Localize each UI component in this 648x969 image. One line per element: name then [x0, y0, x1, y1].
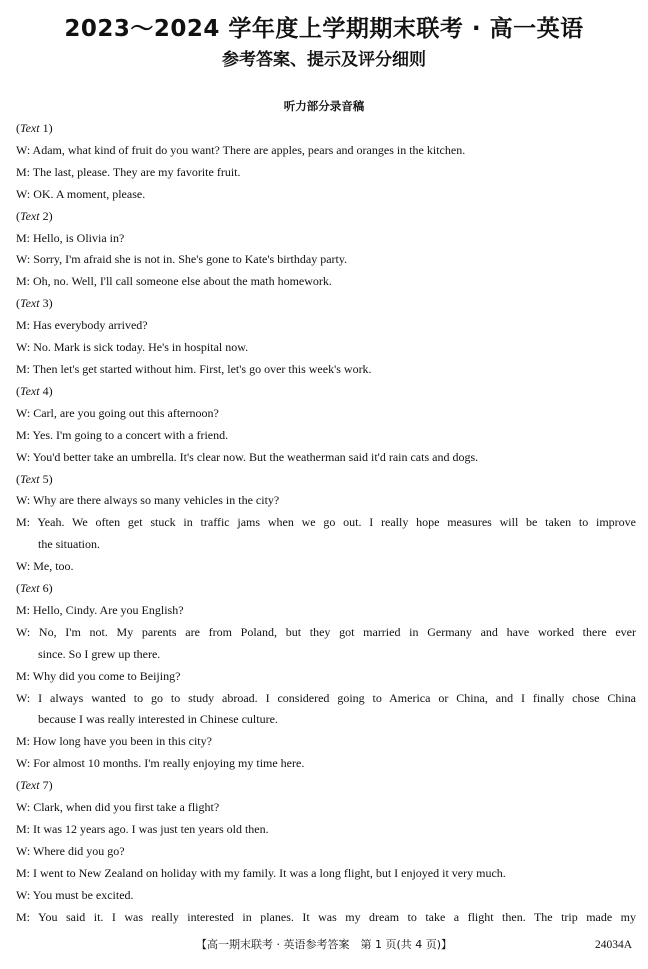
dialogue-line: W: Adam, what kind of fruit do you want? There are apples, pears and oranges in the kitchen.: [16, 142, 466, 157]
text-header: (Text 1): [16, 121, 53, 135]
dialogue-line: M: How long have you been in this city?: [16, 734, 212, 749]
dialogue-line-continued: because I was really interested in Chinese culture.: [38, 712, 278, 727]
dialogue-line: W: Carl, are you going out this afternoon?: [16, 405, 219, 420]
dialogue-line: M: Why did you come to Beijing?: [16, 668, 181, 683]
dialogue-line: M: Then let's get started without him. First, let's go over this week's work.: [16, 361, 372, 376]
dialogue-line: M: I went to New Zealand on holiday with my family. It was a long flight, but I enjoyed it very much.: [16, 865, 506, 880]
dialogue-line: M: Oh, no. Well, I'll call someone else about the math homework.: [16, 274, 332, 289]
dialogue-line: W: Clark, when did you first take a flight?: [16, 800, 220, 815]
dialogue-line-continued: since. So I grew up there.: [38, 646, 161, 661]
dialogue-line: W: Where did you go?: [16, 843, 125, 858]
footer-page-info: 【高一期末联考 · 英语参考答案 第 1 页(共 4 页)】: [195, 938, 453, 951]
page-title: 2023～2024 学年度上学期期末联考 · 高一英语: [64, 16, 584, 42]
text-header: (Text 5): [16, 471, 53, 486]
dialogue-line: M: Yeah. We often get stuck in traffic jams when we go out. I really hope measures will be taken to improve: [16, 515, 636, 530]
dialogue-line: M: You said it. I was really interested in planes. It was my dream to take a flight then. The trip made my: [16, 909, 636, 924]
dialogue-line-continued: the situation.: [38, 537, 100, 552]
dialogue-line: W: Why are there always so many vehicles in the city?: [16, 493, 280, 508]
text-header: (Text 3): [16, 296, 53, 311]
page-footer: [0, 936, 648, 954]
dialogue-line: W: Me, too.: [16, 559, 74, 574]
dialogue-line: W: I always wanted to go to study abroad. I considered going to America or China, and I finally chose China: [16, 690, 636, 705]
dialogue-line: W: OK. A moment, please.: [16, 186, 146, 201]
text-header: (Text 6): [16, 581, 53, 596]
text-header: (Text 7): [16, 778, 53, 793]
dialogue-line: W: No, I'm not. My parents are from Poland, but they got married in Germany and have worked there ever: [16, 624, 636, 639]
dialogue-line: W: For almost 10 months. I'm really enjoying my time here.: [16, 756, 305, 771]
dialogue-line: M: Yes. I'm going to a concert with a friend.: [16, 427, 229, 442]
dialogue-line: M: Hello, Cindy. Are you English?: [16, 602, 184, 617]
dialogue-line: W: No. Mark is sick today. He's in hospital now.: [16, 340, 249, 355]
dialogue-line: W: You'd better take an umbrella. It's clear now. But the weatherman said it'd rain cats and dogs.: [16, 449, 479, 464]
dialogue-line: M: The last, please. They are my favorite fruit.: [16, 164, 241, 179]
section-title: 听力部分录音稿: [283, 99, 365, 113]
dialogue-line: M: It was 12 years ago. I was just ten years old then.: [16, 822, 269, 836]
page-subtitle: 参考答案、提示及评分细则: [222, 50, 426, 70]
transcript-body: [16, 118, 636, 929]
dialogue-line: M: Has everybody arrived?: [16, 318, 148, 333]
dialogue-line: W: Sorry, I'm afraid she is not in. She's gone to Kate's birthday party.: [16, 252, 348, 267]
dialogue-line: W: You must be excited.: [16, 887, 134, 902]
footer-code: 24034A: [594, 939, 632, 951]
text-header: (Text 2): [16, 208, 53, 223]
dialogue-line: M: Hello, is Olivia in?: [16, 230, 125, 245]
text-header: (Text 4): [16, 383, 53, 398]
